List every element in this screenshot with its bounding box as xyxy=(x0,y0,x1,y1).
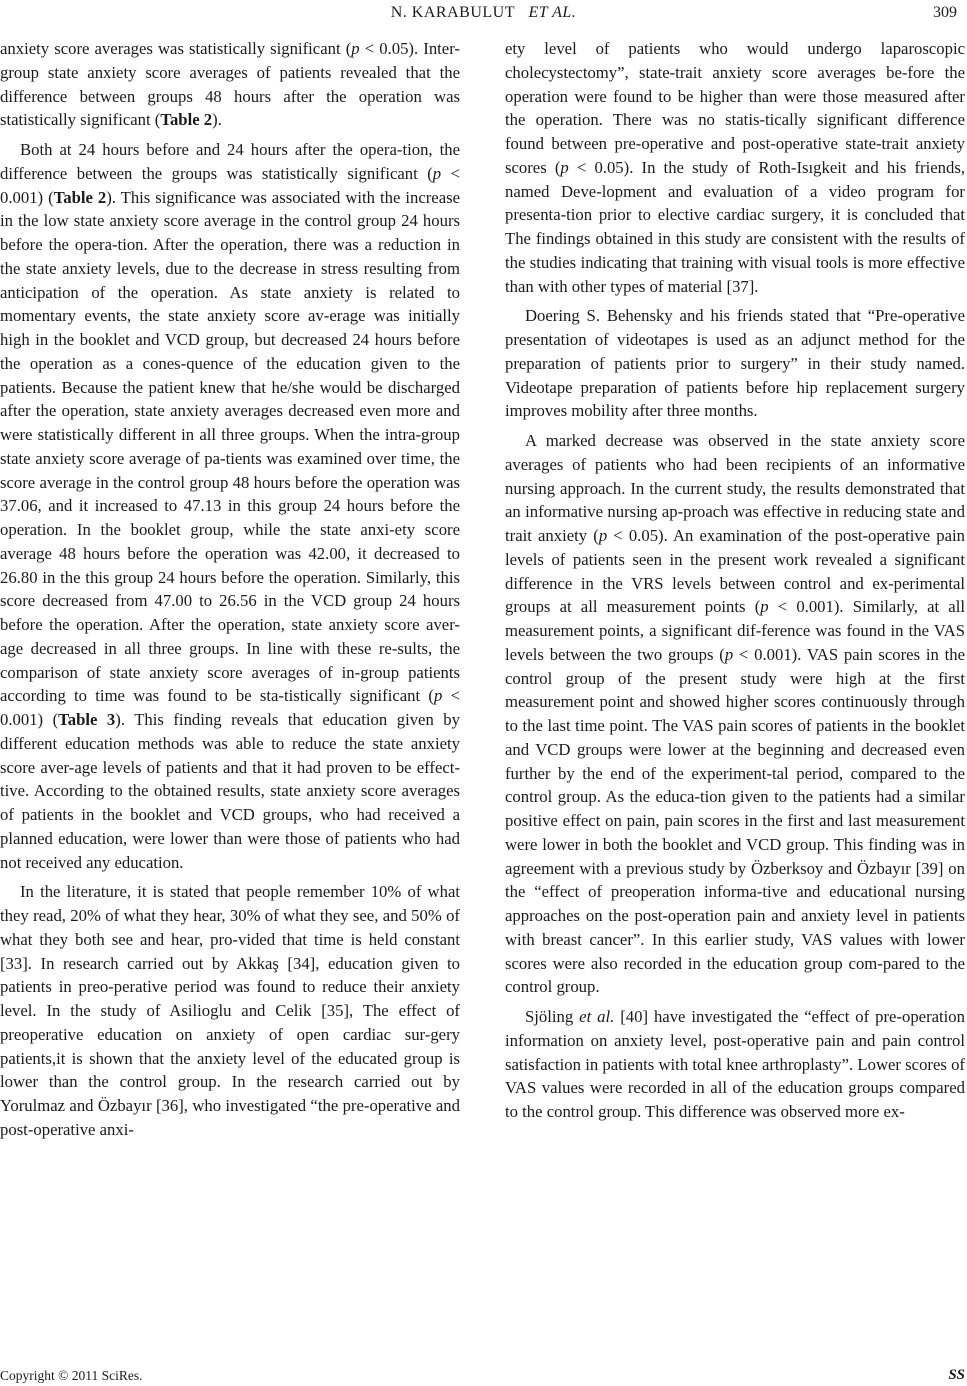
text-run: < 0.001). VAS pain scores in the control group of the present study were high at the first measurement point and showed higher scores continuously through to the last time point. The VAS pain scores of patients in the booklet and VCD groups were lower at the beginning and decreased even further by the end of the experiment-tal period, compared to the control group. As the educa-tion given to the patients had a similar positive effect on pain, pain scores in the first and last measurement were lower in both the booklet and VCD group. This finding was in agreement with a previous study by Özberksoy and Özbayır [39] on the “effect of preoperation informa-tive and educational nursing approaches on the post-operation pain and anxiety level in patients with breast cancer”. In this earlier study, VAS values with lower scores were also recorded in the education group com-pared to the control group. xyxy=(505,644,966,997)
page-footer xyxy=(0,1368,967,1386)
text-run: < 0.05). Inter-group state anxiety score averages of patients revealed that the difference between groups 48 hours after the operation was statistically significant ( xyxy=(0,39,460,130)
text-run: < 0.001) ( xyxy=(0,163,460,207)
italic-et-al: et al. xyxy=(579,1007,615,1026)
right-paragraph-3 xyxy=(505,429,965,999)
italic-p: p xyxy=(724,644,734,664)
page-number: 309 xyxy=(933,4,957,21)
text-run: Sjöling xyxy=(525,1007,580,1026)
running-head xyxy=(0,4,967,22)
text-run: In the literature, it is stated that people remember 10% of what they read, 20% of what they hear, 30% of what they see, and 50% of what they both see and hear, pro-vided that time is held constant [33]. In research carried out by Akkaş [34], education given to patients in preo-perative period was found to reduce their anxiety level. In the study of Asilioglu and Celik [35], The effect of preoperative education on anxiety of open cardiac sur-gery patients,it is shown that the anxiety level of the educated group is lower than the control group. In the research carried out by Yorulmaz and Özbayır [36], who investigated “the pre-operative and post-operative anxi- xyxy=(0,882,460,1139)
text-run: ). xyxy=(212,110,222,130)
running-head-etal: ET AL. xyxy=(528,4,577,21)
right-paragraph-4 xyxy=(505,1005,965,1124)
table-reference: Table 3 xyxy=(58,710,116,729)
left-column xyxy=(0,37,460,1142)
right-paragraph-2 xyxy=(505,304,965,423)
text-run: < 0.001) ( xyxy=(0,686,460,729)
text-run: < 0.05). An examination of the post-operative pain levels of patients seen in the present work revealed a significant difference in the VRS levels between control and ex-perimental groups at all measurement points ( xyxy=(505,526,965,617)
text-run: Doering S. Behensky and his friends stated that “Pre-operative presentation of videotapes is used as an adjunct method for the preparation of patients prior to surgery” in their study named. Videotape preparation of patients before hip replacement surgery improves mobility after three months. xyxy=(505,306,965,421)
right-column xyxy=(505,37,965,1124)
copyright-notice: Copyright © 2011 SciRes. xyxy=(0,1368,143,1383)
left-paragraph-1 xyxy=(0,37,460,132)
text-run: ). This significance was associated with the increase in the low state anxiety score average in the control group 24 hours before the opera-tion. After the operation, there was a reduction in the state anxiety levels, due to the decrease in stress resulting from anticipation of the operation. As state anxiety is related to momentary events, the state anxiety score av-erage was initially high in the booklet and VCD group, but decreased 24 hours before the operation as a cones-quence of the education given to the patients. Because the patient knew that he/she would be discharged after the operation, state anxiety averages decreased even more and were statistically different in all three groups. When the intra-group state anxiety score average of pa-tients was examined over time, the score average in the control group 48 hours before the operation was 37.06, and it increased to 47.13 in this group 24 hours before the operation. In the booklet group, while the state anxi-ety score average 48 hours before the operation was 42.00, it decreased to 26.80 in the this group 24 hours before the operation. Similarly, this score decreased from 47.00 to 26.56 in the VCD group 24 hours before the operation. After the operation, state anxiety score aver-age decreased in all three groups. In line with these re-sults, the comparison of state anxiety score averages of in-group patients according to time was found to be sta-tistically significant ( xyxy=(0,187,461,706)
table-reference: Table 2 xyxy=(160,110,213,130)
text-run: < 0.001). Similarly, at all measurement points, a significant dif-ference was found in the VAS levels between the two groups ( xyxy=(505,597,965,664)
text-run: ). This finding reveals that education given by different education methods was able to reduce the state anxiety score aver-age levels of patients and that it had proven to be effect-tive. According to the obtained results, state anxiety score averages of patients in the booklet and VCD groups, who had received a planned education, were lower than were those of patients who had not received any education. xyxy=(0,710,460,872)
italic-p: p xyxy=(760,597,769,617)
text-run: anxiety score averages was statistically significant ( xyxy=(0,39,352,58)
text-run: A marked decrease was observed in the state anxiety score averages of patients who had been recipients of an informative nursing approach. In the current study, the results demonstrated that an informative nursing ap-proach was effective in reducing state and trait anxiety ( xyxy=(505,431,965,545)
text-run: ety level of patients who would undergo laparoscopic cholecystectomy”, state-trait anxiety score averages be-fore the operation were found to be higher than were those measured after the operation. There was no statis-tically significant difference found between pre-operative and post-operative state-trait anxiety scores ( xyxy=(505,39,965,177)
italic-p: p xyxy=(433,686,443,706)
italic-p: p xyxy=(598,526,608,545)
italic-p: p xyxy=(560,157,569,177)
text-run: < 0.05). In the study of Roth-Isıgkeit and his friends, named Deve-lopment and evaluation of a video program for presenta-tion prior to elective cardiac surgery, it is concluded that The findings obtained in this study are consistent with the results of the studies indicating that training with visual tools is more effective than with other types of material [37]. xyxy=(505,157,965,296)
left-paragraph-2 xyxy=(0,138,460,874)
text-run: Both at 24 hours before and 24 hours after the opera-tion, the difference between the groups was statistically significant ( xyxy=(0,140,460,183)
table-reference: Table 2 xyxy=(53,187,107,207)
left-paragraph-3 xyxy=(0,880,460,1141)
italic-p: p xyxy=(351,39,360,58)
italic-p: p xyxy=(432,163,442,183)
running-head-author: N. KARABULUT xyxy=(390,4,515,21)
journal-abbreviation: SS xyxy=(948,1367,965,1383)
text-run: [40] have investigated the “effect of pre-operation information on anxiety level, post-operative pain and pain control satisfaction in patients with total knee arthroplasty”. Lower scores of VAS values were recorded in all of the education groups compared to the control group. This difference was observed more ex- xyxy=(505,1007,965,1121)
running-header xyxy=(0,0,967,30)
right-paragraph-1 xyxy=(505,37,965,298)
